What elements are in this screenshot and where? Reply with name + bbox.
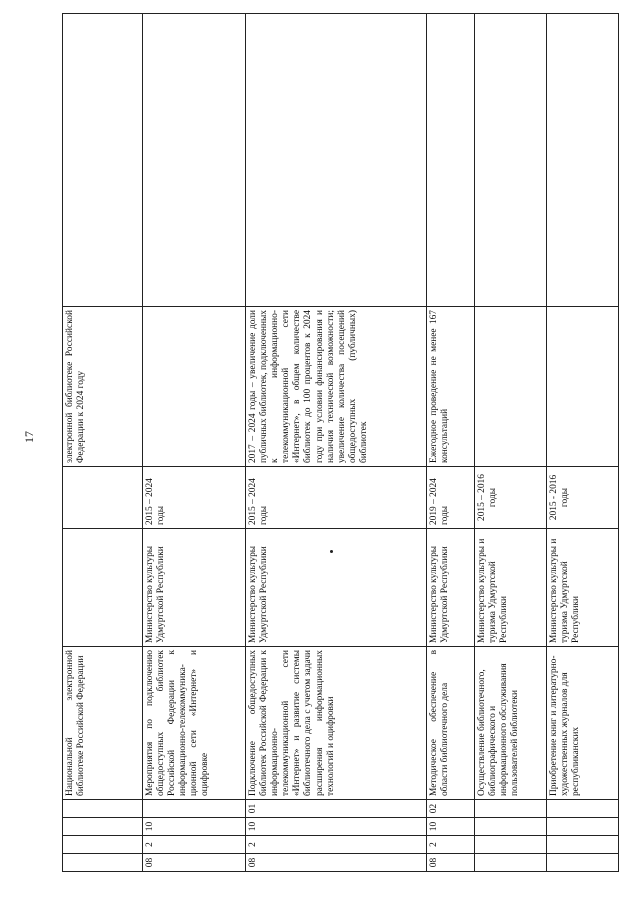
executor-text: Министерство культуры Удмуртской Республики — [248, 545, 270, 643]
result-cell — [475, 307, 547, 467]
page-number: 17 — [22, 431, 36, 443]
rotated-page-content — [62, 14, 618, 872]
executor-cell: Министерство культуры и туризма Удмуртской Республики — [475, 529, 547, 647]
table-row — [475, 14, 547, 872]
code-cell — [547, 818, 619, 836]
period-cell: 2015 – 2016 годы — [475, 467, 547, 529]
measure-name-cell: Подключение общедоступных библиотек Российской Федерации к информационно-телекоммуникационной сети «Интернет» и развитие системы библиотечного дела с учетом задачи расширения информационных технологий и оцифровки — [246, 647, 427, 800]
stray-dot — [330, 550, 333, 553]
result-cell: 2017 – 2024 годы – увеличение доли публичных библиотек, подключенных к информационно-телекоммуникационной сети «Интернет», в общем количестве библиотек до 100 процентов к 2024 году при условии финансирования и наличия технической возможности; увеличение количества посещений общедоступных (публичных) библиотек — [246, 307, 427, 467]
measure-name-cell: Национальной электронной библиотеке Российской Федерации — [63, 647, 143, 800]
table-row — [63, 14, 143, 872]
executor-cell — [246, 529, 427, 647]
code-cell — [475, 800, 547, 818]
code-cell: 2 — [143, 836, 246, 854]
period-cell: 2015 - 2016 годы — [547, 467, 619, 529]
code-cell — [143, 800, 246, 818]
code-cell: 10 — [246, 818, 427, 836]
result-cell: электронной библиотеке Российской Федерации к 2024 году — [63, 307, 143, 467]
period-cell — [63, 467, 143, 529]
period-cell: 2015 – 2024 годы — [143, 467, 246, 529]
empty-cell — [143, 14, 246, 307]
code-cell: 08 — [143, 854, 246, 872]
code-cell — [547, 836, 619, 854]
table-row — [427, 14, 475, 872]
empty-cell — [475, 14, 547, 307]
program-table — [62, 13, 619, 872]
period-cell: 2019 – 2024 годы — [427, 467, 475, 529]
result-cell — [547, 307, 619, 467]
code-cell — [547, 800, 619, 818]
code-cell — [63, 818, 143, 836]
measure-name-cell: Мероприятия по подключению общедоступных библиотек Российской Федерации к информационно-телекоммуника-ционной сети «Интернет» и оцифровке — [143, 647, 246, 800]
empty-cell — [547, 14, 619, 307]
code-cell — [475, 854, 547, 872]
code-cell: 02 — [427, 800, 475, 818]
measure-name-cell: Осуществление библиотечного, библиографического и информационного обслуживания пользователей библиотеки — [475, 647, 547, 800]
code-cell: 08 — [427, 854, 475, 872]
executor-cell — [63, 529, 143, 647]
code-cell — [63, 800, 143, 818]
measure-name-cell: Приобретение книг и литературно-художественных журналов для республиканских — [547, 647, 619, 800]
code-cell: 08 — [246, 854, 427, 872]
code-cell — [475, 818, 547, 836]
code-cell: 2 — [246, 836, 427, 854]
result-cell: Ежегодное проведение не менее 167 консультаций — [427, 307, 475, 467]
code-cell — [63, 836, 143, 854]
empty-cell — [427, 14, 475, 307]
empty-cell — [246, 14, 427, 307]
code-cell: 2 — [427, 836, 475, 854]
table-row — [246, 14, 427, 872]
executor-cell: Министерство культуры и туризма Удмуртской Республики — [547, 529, 619, 647]
measure-name-cell: Методическое обеспечение в области библиотечного дела — [427, 647, 475, 800]
code-cell — [63, 854, 143, 872]
code-cell: 10 — [427, 818, 475, 836]
table-row — [547, 14, 619, 872]
code-cell — [475, 836, 547, 854]
empty-cell — [63, 14, 143, 307]
period-cell: 2015 – 2024 годы — [246, 467, 427, 529]
result-cell — [143, 307, 246, 467]
table-row — [143, 14, 246, 872]
code-cell: 10 — [143, 818, 246, 836]
executor-cell: Министерство культуры Удмуртской Республики — [427, 529, 475, 647]
executor-cell: Министерство культуры Удмуртской Республики — [143, 529, 246, 647]
code-cell: 01 — [246, 800, 427, 818]
code-cell — [547, 854, 619, 872]
